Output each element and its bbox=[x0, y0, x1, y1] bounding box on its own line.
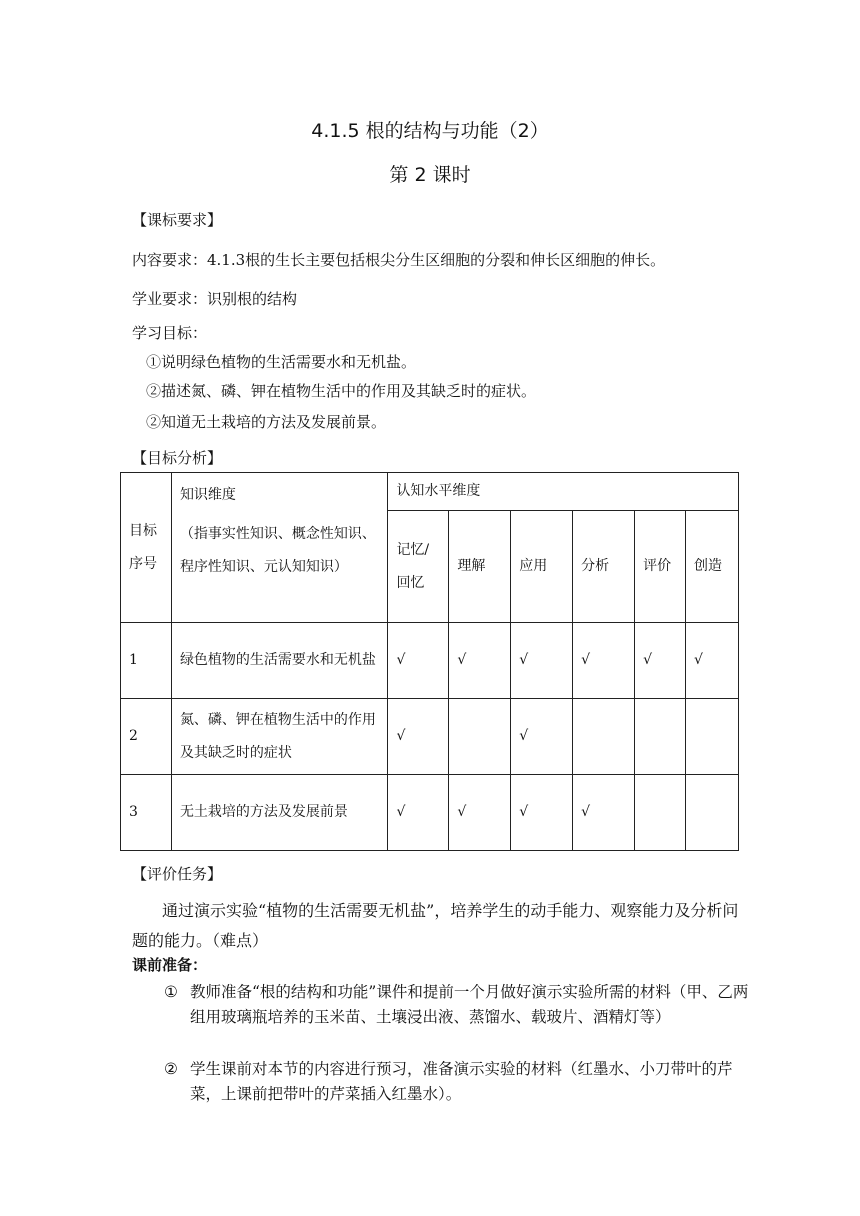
goal-number-header: 目标 序号 bbox=[121, 473, 172, 623]
level-create: 创造 bbox=[686, 511, 739, 623]
check-mark: √ bbox=[388, 775, 449, 851]
document-page: 4.1.5 根的结构与功能（2） 第 2 课时 【课标要求】 内容要求：4.1.3根的生长主要包括根尖分生区细胞的分裂和伸长区细胞的伸长。 学业要求：识别根的结构 学习目标： ①说明绿色植物的生活需要水和无机盐。 ②描述氮、磷、钾在植物生活中的作用及其缺乏时的症状。 ②知道无土栽培的方法及发展前景。 【目标分析】 目标 序号 知识维度 （指事实性知识、概念性知识、程序性知识、元认知知识） 认知水平维度 记忆/回忆 理解 应用 分析 评价 创造 1 绿色植物的生活需要水和无机盐 √ √ √ √ √ √ 2 氮、磷、钾在植物生活中的作用及其缺乏时的症状 √ √ 3 无土栽培的方法及发展前景 √ √ √ √ 【评价任务】 通过演示实验“植物的生活需要无机盐”，培养学生的动手能力、观察能力及分析问题的能力。（难点） 课前准备： ① 教师准备“根的结构和功能”课件和提前一个月做好演示实验所需的材料（甲、乙两组用玻璃瓶培养的玉米苗、土壤浸出液、蒸馏水、载玻片、酒精灯等） ② 学生课前对本节的内容进行预习，准备演示实验的材料（红墨水、小刀带叶的芹菜，上课前把带叶的芹菜插入红墨水）。 bbox=[0, 0, 860, 1216]
check-mark: √ bbox=[388, 623, 449, 699]
check-mark bbox=[686, 775, 739, 851]
row-number: 2 bbox=[121, 699, 172, 775]
check-mark: √ bbox=[449, 775, 511, 851]
check-mark: √ bbox=[635, 623, 686, 699]
content-requirement: 内容要求：4.1.3根的生长主要包括根尖分生区细胞的分裂和伸长区细胞的伸长。 bbox=[132, 251, 666, 269]
check-mark: √ bbox=[573, 623, 635, 699]
check-mark: √ bbox=[511, 623, 573, 699]
goal-analysis-table bbox=[120, 472, 739, 851]
row-knowledge: 绿色植物的生活需要水和无机盐 bbox=[171, 623, 388, 699]
page-subtitle: 第 2 课时 bbox=[389, 164, 471, 186]
check-mark: √ bbox=[511, 775, 573, 851]
page-title: 4.1.5 根的结构与功能（2） bbox=[311, 120, 549, 142]
table-row bbox=[121, 623, 739, 699]
knowledge-dimension-header: 知识维度 （指事实性知识、概念性知识、程序性知识、元认知知识） bbox=[171, 473, 388, 623]
learning-goal-item: ①说明绿色植物的生活需要水和无机盐。 bbox=[146, 353, 417, 371]
analysis-heading: 【目标分析】 bbox=[132, 449, 223, 467]
check-mark bbox=[449, 699, 511, 775]
check-mark: √ bbox=[511, 699, 573, 775]
level-remember: 记忆/回忆 bbox=[388, 511, 449, 623]
row-number: 3 bbox=[121, 775, 172, 851]
level-analyze: 分析 bbox=[573, 511, 635, 623]
check-mark bbox=[635, 699, 686, 775]
level-understand: 理解 bbox=[449, 511, 511, 623]
academic-requirement: 学业要求：识别根的结构 bbox=[132, 290, 298, 308]
evaluation-text: 通过演示实验“植物的生活需要无机盐”，培养学生的动手能力、观察能力及分析问题的能力。（难点） bbox=[132, 901, 739, 950]
learning-goal-item: ②知道无土栽培的方法及发展前景。 bbox=[146, 413, 387, 431]
check-mark bbox=[635, 775, 686, 851]
check-mark: √ bbox=[449, 623, 511, 699]
check-mark: √ bbox=[388, 699, 449, 775]
evaluation-heading: 【评价任务】 bbox=[132, 865, 223, 883]
check-mark: √ bbox=[573, 775, 635, 851]
learning-goal-item: ②描述氮、磷、钾在植物生活中的作用及其缺乏时的症状。 bbox=[146, 382, 537, 400]
level-apply: 应用 bbox=[511, 511, 573, 623]
table-row bbox=[121, 775, 739, 851]
check-mark bbox=[573, 699, 635, 775]
row-number: 1 bbox=[121, 623, 172, 699]
curriculum-heading: 【课标要求】 bbox=[132, 211, 223, 229]
row-knowledge: 氮、磷、钾在植物生活中的作用及其缺乏时的症状 bbox=[171, 699, 388, 775]
check-mark: √ bbox=[686, 623, 739, 699]
cognitive-level-header: 认知水平维度 bbox=[388, 473, 739, 511]
table-row bbox=[121, 699, 739, 775]
row-knowledge: 无土栽培的方法及发展前景 bbox=[171, 775, 388, 851]
learning-goals-heading: 学习目标： bbox=[132, 324, 208, 342]
check-mark bbox=[686, 699, 739, 775]
level-evaluate: 评价 bbox=[635, 511, 686, 623]
preparation-heading: 课前准备： bbox=[132, 956, 208, 974]
